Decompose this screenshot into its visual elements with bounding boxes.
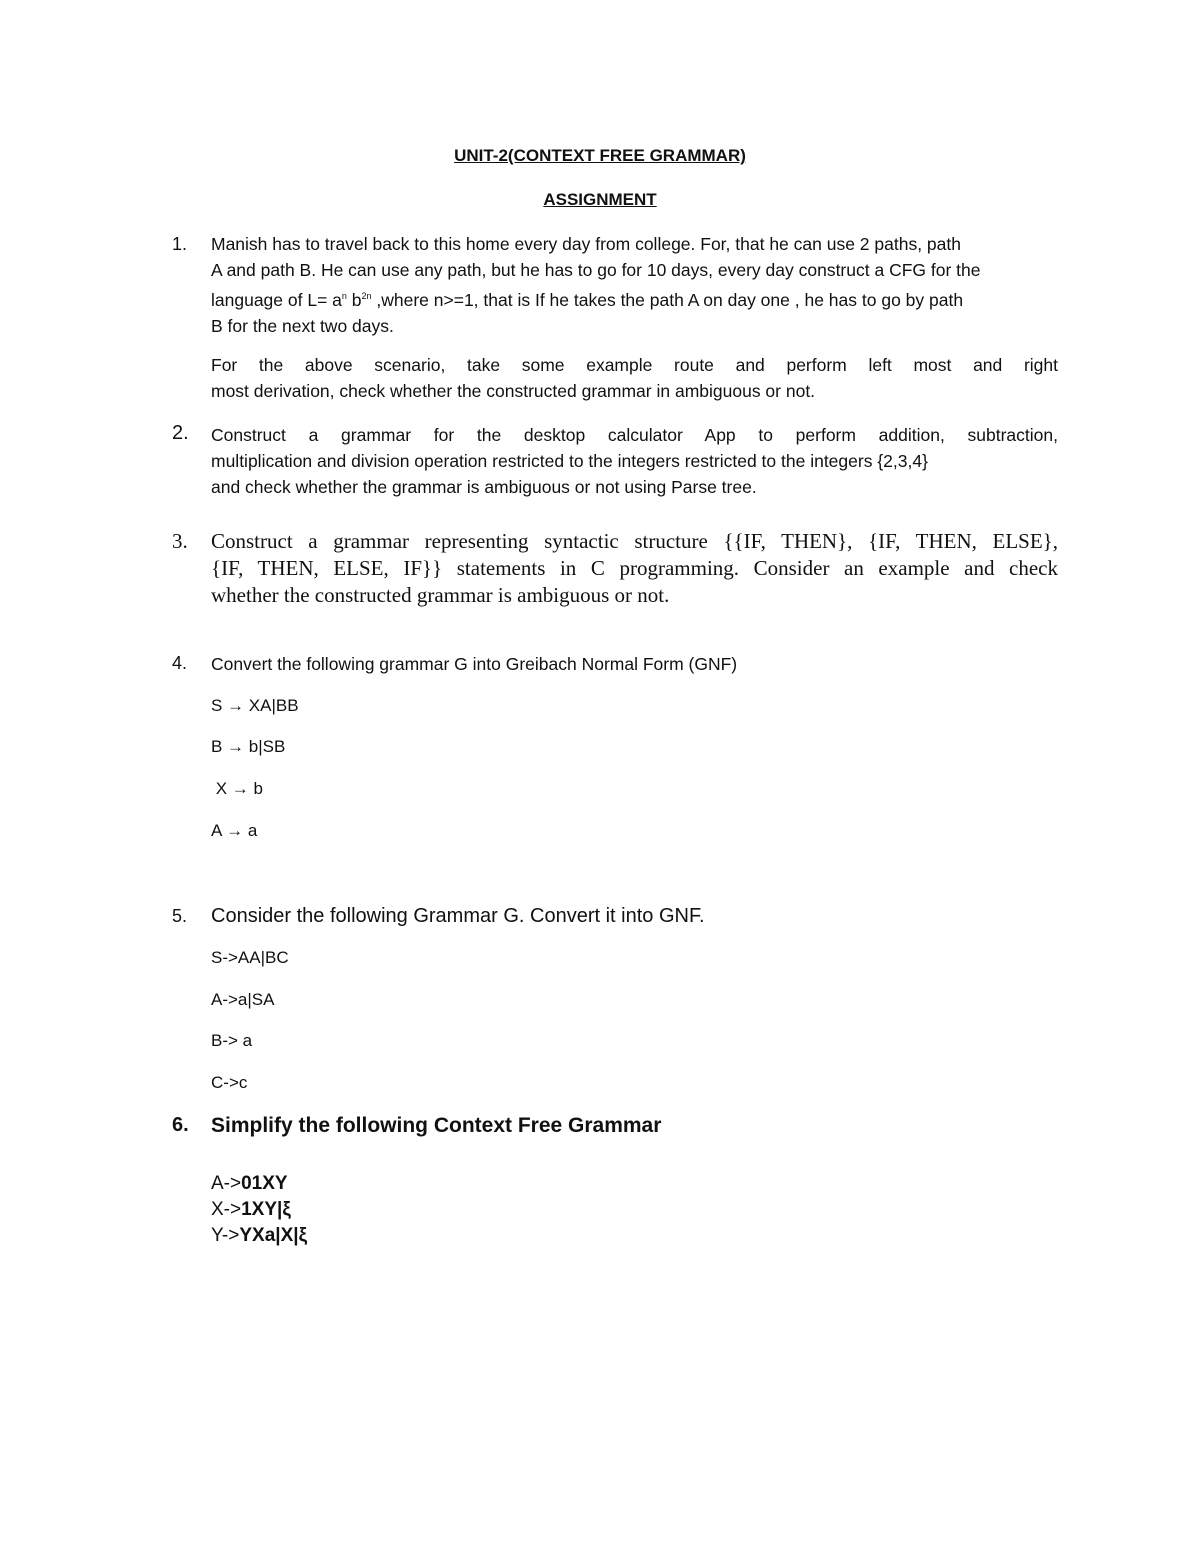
question-1-text [211,231,1058,339]
question-1-number: 1. [172,234,188,254]
question-2-number: 2. [172,422,189,444]
question-4-rule: B → b|SB [211,737,286,756]
question-1-line-3-part-c: ,where n>=1, that is If he takes the path A on day one , he has to go by path [371,289,964,310]
question-1-line-2: A and path B. He can use any path, but he has to go for 10 days, every day construct a CFG for the [211,260,981,280]
question-3-line-3: whether the constructed grammar is ambiguous or not. [211,583,670,607]
question-3-line-1: Construct a grammar representing syntactic structure {{IF, THEN}, {IF, THEN, ELSE}, [211,529,1058,553]
question-4-rule: X → b [211,779,263,798]
question-2-line-1: Construct a grammar for the desktop calculator App to perform addition, subtraction, [211,425,1058,445]
question-2-line-2: multiplication and division operation restricted to the integers restricted to the integers {2,3,4} [211,451,928,471]
rule-lhs: A-> [211,1173,242,1194]
exponent-2n: 2n [361,291,372,301]
question-1-para-2-line-2: most derivation, check whether the constructed grammar in ambiguous or not. [211,381,816,401]
question-2-line-3: and check whether the grammar is ambiguous or not using Parse tree. [211,477,757,497]
rule-lhs: X-> [211,1199,242,1220]
page-subtitle: ASSIGNMENT [543,190,657,209]
question-3-number: 3. [172,529,188,553]
question-6-rules [211,1171,307,1249]
question-5-rule: C->c [211,1073,248,1092]
question-5-rule: S->AA|BC [211,948,289,967]
page-title: UNIT-2(CONTEXT FREE GRAMMAR) [454,146,746,165]
question-5-rule: A->a|SA [211,990,275,1009]
rule-rhs: YXa|X|ξ [239,1225,308,1246]
rule-rhs: 1XY|ξ [241,1199,291,1220]
question-5-rule: B-> a [211,1031,253,1050]
rule-rhs: 01XY [241,1173,288,1194]
question-5-number: 5. [172,906,188,926]
exponent-n: n [341,291,347,301]
question-4-number: 4. [172,653,188,673]
question-4-rule: S → XA|BB [211,696,299,715]
question-6-rule-2 [211,1197,307,1223]
question-1-line-1: Manish has to travel back to this home every day from college. For, that he can use 2 paths, path [211,234,961,254]
question-4-text: Convert the following grammar G into Greibach Normal Form (GNF) [211,654,738,674]
question-4-rule: A → a [211,821,258,840]
question-6-text: Simplify the following Context Free Grammar [211,1114,662,1137]
question-1-line-3 [211,283,1058,313]
question-6-rule-1 [211,1171,307,1197]
question-1-para-2-line-1: For the above scenario, take some example route and perform left most and right [211,355,1058,375]
question-1-line-3-part-a: language of L= a [211,289,342,310]
question-6-rule-3 [211,1223,307,1249]
question-5-text: Consider the following Grammar G. Convert it into GNF. [211,905,705,927]
question-3-line-2: {IF, THEN, ELSE, IF}} statements in C programming. Consider an example and check [211,556,1058,580]
rule-lhs: Y-> [211,1225,240,1246]
question-1-line-3-part-b: b [346,289,362,310]
question-6-number: 6. [172,1114,189,1136]
question-1-line-4: B for the next two days. [211,315,394,336]
